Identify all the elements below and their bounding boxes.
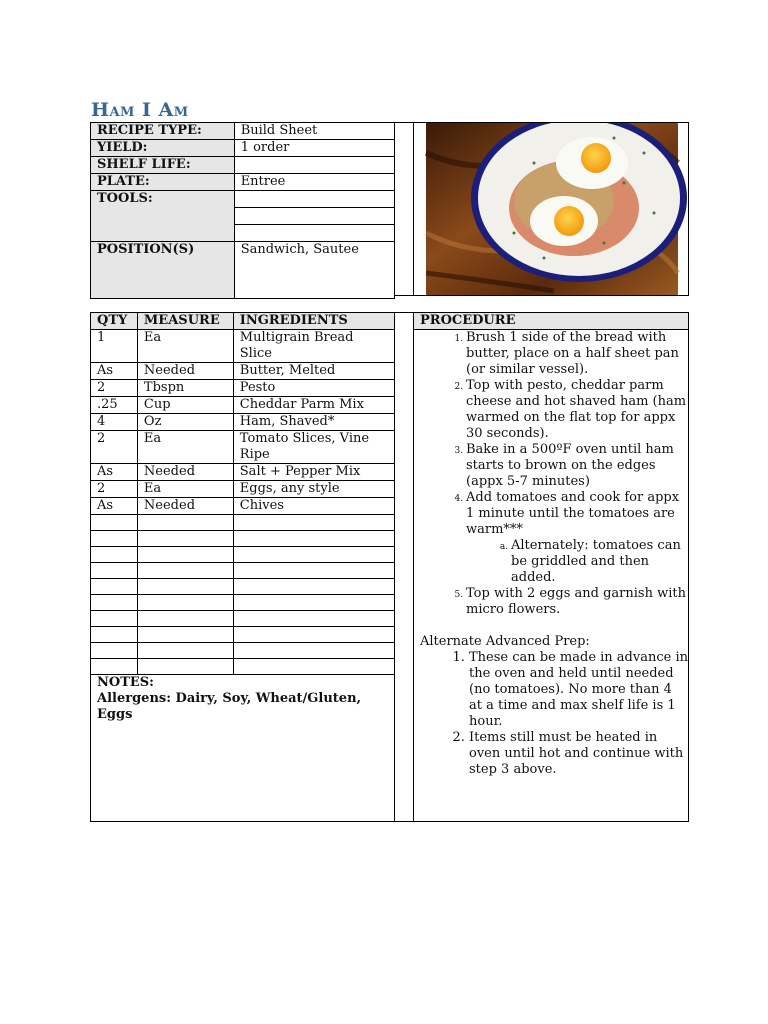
ingredient-row-empty bbox=[91, 611, 395, 627]
info-label: POSITION(S) bbox=[91, 242, 235, 299]
info-value: Entree bbox=[234, 174, 394, 191]
ingredient-qty: 1 bbox=[91, 330, 138, 363]
ingredient-cell-empty bbox=[233, 611, 394, 627]
ingredient-cell-empty bbox=[91, 627, 138, 643]
ingredient-qty: As bbox=[91, 498, 138, 515]
alternate-prep-steps bbox=[414, 650, 688, 778]
ingredient-cell-empty bbox=[91, 563, 138, 579]
ingredient-row bbox=[91, 397, 395, 414]
ingredient-row-empty bbox=[91, 595, 395, 611]
info-label: TOOLS: bbox=[91, 191, 235, 242]
ingredient-name: Eggs, any style bbox=[233, 481, 394, 498]
ingredient-measure: Ea bbox=[137, 330, 233, 363]
ingredient-cell-empty bbox=[91, 515, 138, 531]
info-row-yield bbox=[91, 140, 395, 157]
ingredient-measure: Needed bbox=[137, 498, 233, 515]
procedure-substeps bbox=[466, 538, 688, 586]
ingredient-name: Cheddar Parm Mix bbox=[233, 397, 394, 414]
ingredient-cell-empty bbox=[233, 579, 394, 595]
ingredient-cell-empty bbox=[137, 595, 233, 611]
ingredient-qty: 4 bbox=[91, 414, 138, 431]
allergens-text: Allergens: Dairy, Soy, Wheat/Gluten, Eggs bbox=[97, 691, 362, 722]
info-value bbox=[234, 157, 394, 174]
info-value bbox=[234, 191, 394, 208]
ingredient-cell-empty bbox=[91, 579, 138, 595]
recipe-info-table bbox=[90, 122, 395, 299]
procedure-substep: a. Alternately: tomatoes can be griddled and then added. bbox=[511, 538, 688, 586]
info-row-tools bbox=[91, 191, 395, 208]
procedure-box bbox=[413, 312, 689, 822]
info-row-position bbox=[91, 242, 395, 299]
procedure-step: 3. Bake in a 500ºF oven until ham starts to brown on the edges (appx 5-7 minutes) bbox=[466, 442, 688, 490]
alternate-prep-label: Alternate Advanced Prep: bbox=[420, 634, 590, 649]
dish-photo-image bbox=[414, 123, 688, 295]
ingredient-row-empty bbox=[91, 627, 395, 643]
ingredient-row-empty bbox=[91, 643, 395, 659]
ingredient-qty: 2 bbox=[91, 380, 138, 397]
info-value bbox=[234, 225, 394, 242]
procedure-step-text: Add tomatoes and cook for appx 1 minute until the tomatoes are warm*** bbox=[466, 490, 680, 537]
info-label: RECIPE TYPE: bbox=[91, 123, 235, 140]
ingredient-cell-empty bbox=[91, 595, 138, 611]
ingredient-cell-empty bbox=[233, 643, 394, 659]
ingredient-measure: Oz bbox=[137, 414, 233, 431]
ingredient-row-empty bbox=[91, 531, 395, 547]
ingredient-row bbox=[91, 414, 395, 431]
ingredient-cell-empty bbox=[137, 611, 233, 627]
ingredient-cell-empty bbox=[91, 659, 138, 675]
ingredient-row bbox=[91, 380, 395, 397]
ingredient-name: Salt + Pepper Mix bbox=[233, 464, 394, 481]
ingredient-name: Chives bbox=[233, 498, 394, 515]
ingredient-qty: .25 bbox=[91, 397, 138, 414]
measure-header: MEASURE bbox=[137, 313, 233, 330]
ingredient-row bbox=[91, 330, 395, 363]
ingredient-qty: 2 bbox=[91, 481, 138, 498]
ingredient-cell-empty bbox=[91, 611, 138, 627]
ingredient-cell-empty bbox=[91, 547, 138, 563]
ingredient-measure: Tbspn bbox=[137, 380, 233, 397]
ingredient-cell-empty bbox=[137, 579, 233, 595]
info-label: SHELF LIFE: bbox=[91, 157, 235, 174]
ingredient-qty: As bbox=[91, 363, 138, 380]
spacer-column bbox=[394, 122, 413, 296]
ingredient-cell-empty bbox=[233, 515, 394, 531]
ingredient-cell-empty bbox=[91, 531, 138, 547]
ingredient-name: Tomato Slices, Vine Ripe bbox=[233, 431, 394, 464]
ingredient-cell-empty bbox=[137, 547, 233, 563]
ingredient-cell-empty bbox=[233, 563, 394, 579]
ingredient-name: Ham, Shaved* bbox=[233, 414, 394, 431]
ingredient-cell-empty bbox=[137, 563, 233, 579]
ingredient-row bbox=[91, 363, 395, 380]
ingredient-measure: Ea bbox=[137, 481, 233, 498]
qty-header: QTY bbox=[91, 313, 138, 330]
ingredient-row-empty bbox=[91, 579, 395, 595]
alternate-prep-step: 2. Items still must be heated in oven until hot and continue with step 3 above. bbox=[469, 730, 688, 778]
ingredient-measure: Cup bbox=[137, 397, 233, 414]
ingredient-row bbox=[91, 431, 395, 464]
procedure-step bbox=[466, 490, 688, 586]
info-value: Sandwich, Sautee bbox=[234, 242, 394, 299]
ingredient-cell-empty bbox=[233, 595, 394, 611]
ingredient-cell-empty bbox=[91, 643, 138, 659]
info-row-shelf-life bbox=[91, 157, 395, 174]
ingredient-row-empty bbox=[91, 547, 395, 563]
ingredient-row-empty bbox=[91, 659, 395, 675]
page-title: Ham I Am bbox=[91, 99, 189, 121]
procedure-steps bbox=[414, 330, 688, 618]
ingredient-cell-empty bbox=[233, 659, 394, 675]
procedure-header: PROCEDURE bbox=[414, 313, 688, 330]
ingredient-cell-empty bbox=[137, 659, 233, 675]
ingredient-name: Multigrain Bread Slice bbox=[233, 330, 394, 363]
notes-label: NOTES: bbox=[97, 675, 154, 690]
procedure-step: 5. Top with 2 eggs and garnish with micro flowers. bbox=[466, 586, 688, 618]
info-value bbox=[234, 208, 394, 225]
ingredient-qty: As bbox=[91, 464, 138, 481]
ingredient-row bbox=[91, 464, 395, 481]
info-label: PLATE: bbox=[91, 174, 235, 191]
ingredient-cell-empty bbox=[137, 643, 233, 659]
ingredient-cell-empty bbox=[233, 627, 394, 643]
ingredient-cell-empty bbox=[233, 547, 394, 563]
info-label: YIELD: bbox=[91, 140, 235, 157]
notes-box bbox=[90, 674, 395, 822]
ingredient-cell-empty bbox=[137, 531, 233, 547]
ingredient-cell-empty bbox=[137, 627, 233, 643]
ingredients-header: INGREDIENTS bbox=[233, 313, 394, 330]
ingredient-row-empty bbox=[91, 515, 395, 531]
info-row-recipe-type bbox=[91, 123, 395, 140]
info-row-plate bbox=[91, 174, 395, 191]
ingredients-table bbox=[90, 312, 395, 675]
ingredient-cell-empty bbox=[233, 531, 394, 547]
spacer-column bbox=[394, 312, 413, 822]
ingredient-row-empty bbox=[91, 563, 395, 579]
ingredient-measure: Ea bbox=[137, 431, 233, 464]
ingredient-name: Butter, Melted bbox=[233, 363, 394, 380]
procedure-step: 1. Brush 1 side of the bread with butter, place on a half sheet pan (or similar vessel). bbox=[466, 330, 688, 378]
ingredient-name: Pesto bbox=[233, 380, 394, 397]
ingredient-cell-empty bbox=[137, 515, 233, 531]
info-value: 1 order bbox=[234, 140, 394, 157]
ingredient-measure: Needed bbox=[137, 464, 233, 481]
dish-photo bbox=[413, 122, 689, 296]
procedure-step: 2. Top with pesto, cheddar parm cheese and hot shaved ham (ham warmed on the flat top for appx 30 seconds). bbox=[466, 378, 688, 442]
ingredient-measure: Needed bbox=[137, 363, 233, 380]
ingredient-row bbox=[91, 498, 395, 515]
ingredients-header-row bbox=[91, 313, 395, 330]
ingredient-qty: 2 bbox=[91, 431, 138, 464]
alternate-prep-step: 1. These can be made in advance in the oven and held until needed (no tomatoes). No more than 4 at a time and max shelf life is 1 hour. bbox=[469, 650, 688, 730]
info-value: Build Sheet bbox=[234, 123, 394, 140]
ingredient-row bbox=[91, 481, 395, 498]
